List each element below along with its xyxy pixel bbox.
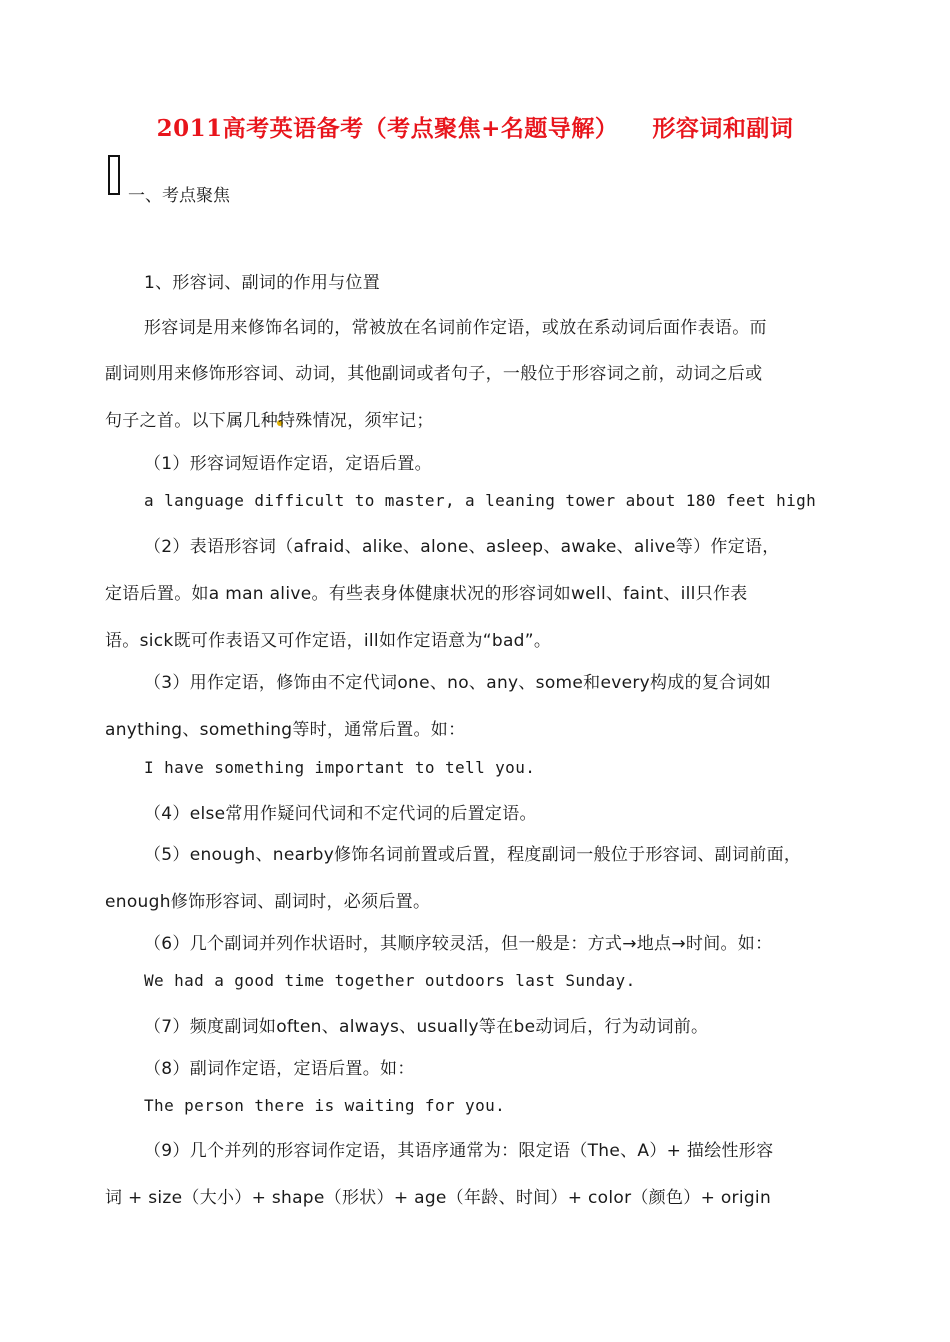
paragraph-line: 定语后置。如a man alive。有些表身体健康状况的形容词如well、faint、ill只作表 xyxy=(105,584,748,604)
paragraph-line: 词 + size（大小）+ shape（形状）+ age（年龄、时间）+ color（颜色）+ origin xyxy=(105,1188,772,1208)
section-heading-text: 一、考点聚焦 xyxy=(128,186,230,206)
rule-item: （2）表语形容词（afraid、alike、alone、asleep、awake、alive等）作定语， xyxy=(144,537,780,557)
missing-glyph-box-icon xyxy=(108,155,120,195)
example-line: I have something important to tell you. xyxy=(144,758,536,777)
document-title xyxy=(0,110,950,143)
example-line: The person there is waiting for you. xyxy=(144,1096,506,1115)
rule-item: （9）几个并列的形容词作定语，其语序通常为：限定语（The、A）+ 描绘性形容 xyxy=(144,1141,774,1161)
paragraph-line: 形容词是用来修饰名词的，常被放在名词前作定语，或放在系动词后面作表语。而 xyxy=(144,318,767,338)
rule-item: （7）频度副词如often、always、usually等在be动词后，行为动词前。 xyxy=(144,1017,709,1037)
rule-item: （5）enough、nearby修饰名词前置或后置，程度副词一般位于形容词、副词前面， xyxy=(144,845,802,865)
rule-item: （3）用作定语，修饰由不定代词one、no、any、some和every构成的复合词如 xyxy=(144,673,772,693)
paragraph-line: 副词则用来修饰形容词、动词，其他副词或者句子，一般位于形容词之前，动词之后或 xyxy=(105,364,763,384)
title-sub: 形容词和副词 xyxy=(652,115,794,142)
title-main: 2011高考英语备考（考点聚焦+名题导解） xyxy=(156,115,619,142)
paragraph-line: 语。sick既可作表语又可作定语，ill如作定语意为“bad”。 xyxy=(105,631,552,651)
subheading-line: 1、形容词、副词的作用与位置 xyxy=(144,273,381,293)
rule-item: （8）副词作定语，定语后置。如： xyxy=(144,1059,415,1079)
paragraph-line: enough修饰形容词、副词时，必须后置。 xyxy=(105,892,431,912)
rule-item: （1）形容词短语作定语，定语后置。 xyxy=(144,454,432,474)
paragraph-line: anything、something等时，通常后置。如： xyxy=(105,720,466,740)
rule-item: （4）else常用作疑问代词和不定代词的后置定语。 xyxy=(144,804,537,824)
paragraph-line: 句子之首。以下属几种特殊情况，须牢记； xyxy=(105,411,434,431)
example-line: We had a good time together outdoors last Sunday. xyxy=(144,971,636,990)
example-line: a language difficult to master, a leaning tower about 180 feet high xyxy=(144,491,817,510)
rule-item: （6）几个副词并列作状语时，其顺序较灵活，但一般是：方式→地点→时间。如： xyxy=(144,934,773,954)
